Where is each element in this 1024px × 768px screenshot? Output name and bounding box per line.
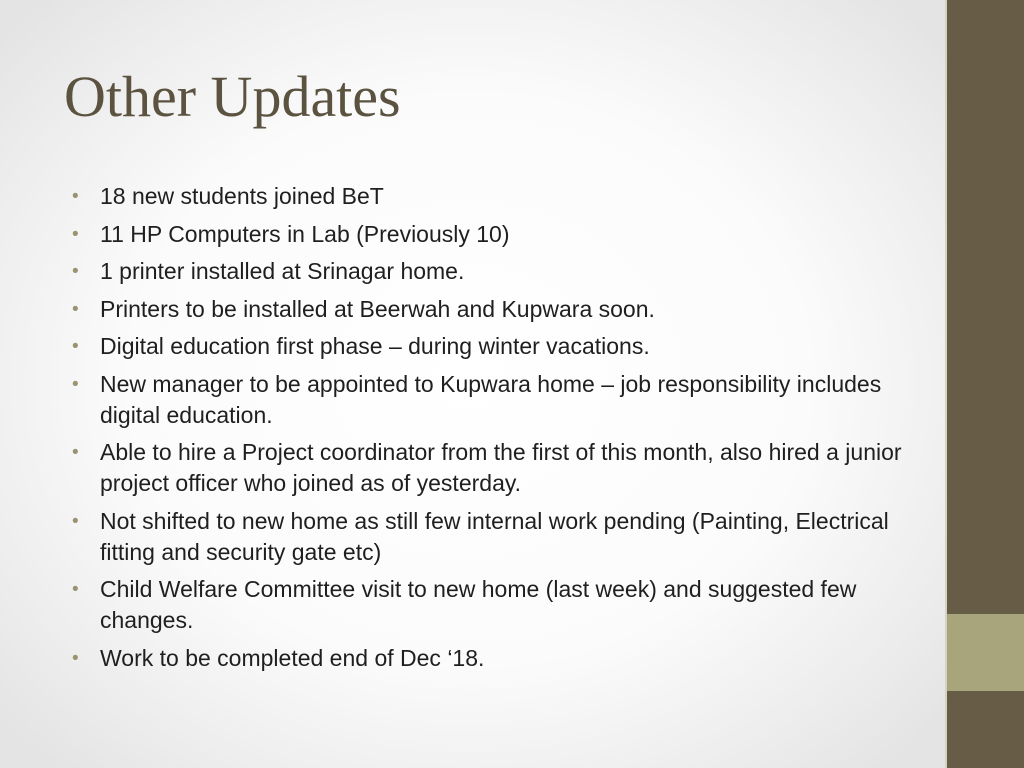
- bullet-text: Digital education first phase – during winter vacations.: [100, 333, 650, 359]
- side-accent-block: [947, 614, 1024, 691]
- bullet-text: Able to hire a Project coordinator from the first of this month, also hired a junior project officer who joined as of yesterday.: [100, 439, 902, 496]
- bullet-item: [72, 369, 912, 431]
- bullet-text: Work to be completed end of Dec ‘18.: [100, 644, 485, 671]
- bullet-dot-icon: •: [72, 336, 79, 357]
- bullet-text: 1 printer installed at Srinagar home.: [100, 258, 465, 284]
- bullet-list: [72, 181, 912, 680]
- bullet-text: 11 HP Computers in Lab (Previously 10): [100, 220, 510, 247]
- bullet-dot-icon: •: [72, 298, 79, 320]
- bullet-text: 18 new students joined BeT: [100, 183, 384, 209]
- bullet-item: [72, 294, 912, 325]
- bullet-text: New manager to be appointed to Kupwara home – job responsibility includes digital education.: [100, 370, 882, 428]
- bullet-dot-icon: •: [72, 579, 79, 600]
- bullet-text: Printers to be installed at Beerwah and Kupwara soon.: [100, 295, 655, 322]
- bullet-item: [72, 643, 912, 674]
- bullet-item: [72, 506, 912, 568]
- bullet-dot-icon: •: [72, 510, 79, 532]
- bullet-item: [72, 437, 912, 499]
- bullet-dot-icon: •: [72, 223, 79, 245]
- bullet-dot-icon: •: [72, 261, 79, 282]
- bullet-dot-icon: •: [72, 186, 79, 207]
- bullet-item: [72, 181, 912, 212]
- bullet-text: Not shifted to new home as still few internal work pending (Painting, Electrical fitting and security gate etc): [100, 507, 889, 565]
- bullet-dot-icon: •: [72, 442, 79, 463]
- bullet-item: [72, 574, 912, 636]
- bullet-item: [72, 256, 912, 287]
- bullet-item: [72, 219, 912, 250]
- slide-title: Other Updates: [64, 64, 401, 129]
- bullet-item: [72, 331, 912, 362]
- bullet-dot-icon: •: [72, 647, 79, 669]
- bullet-text: Child Welfare Committee visit to new home (last week) and suggested few changes.: [100, 576, 857, 633]
- bullet-dot-icon: •: [72, 373, 79, 395]
